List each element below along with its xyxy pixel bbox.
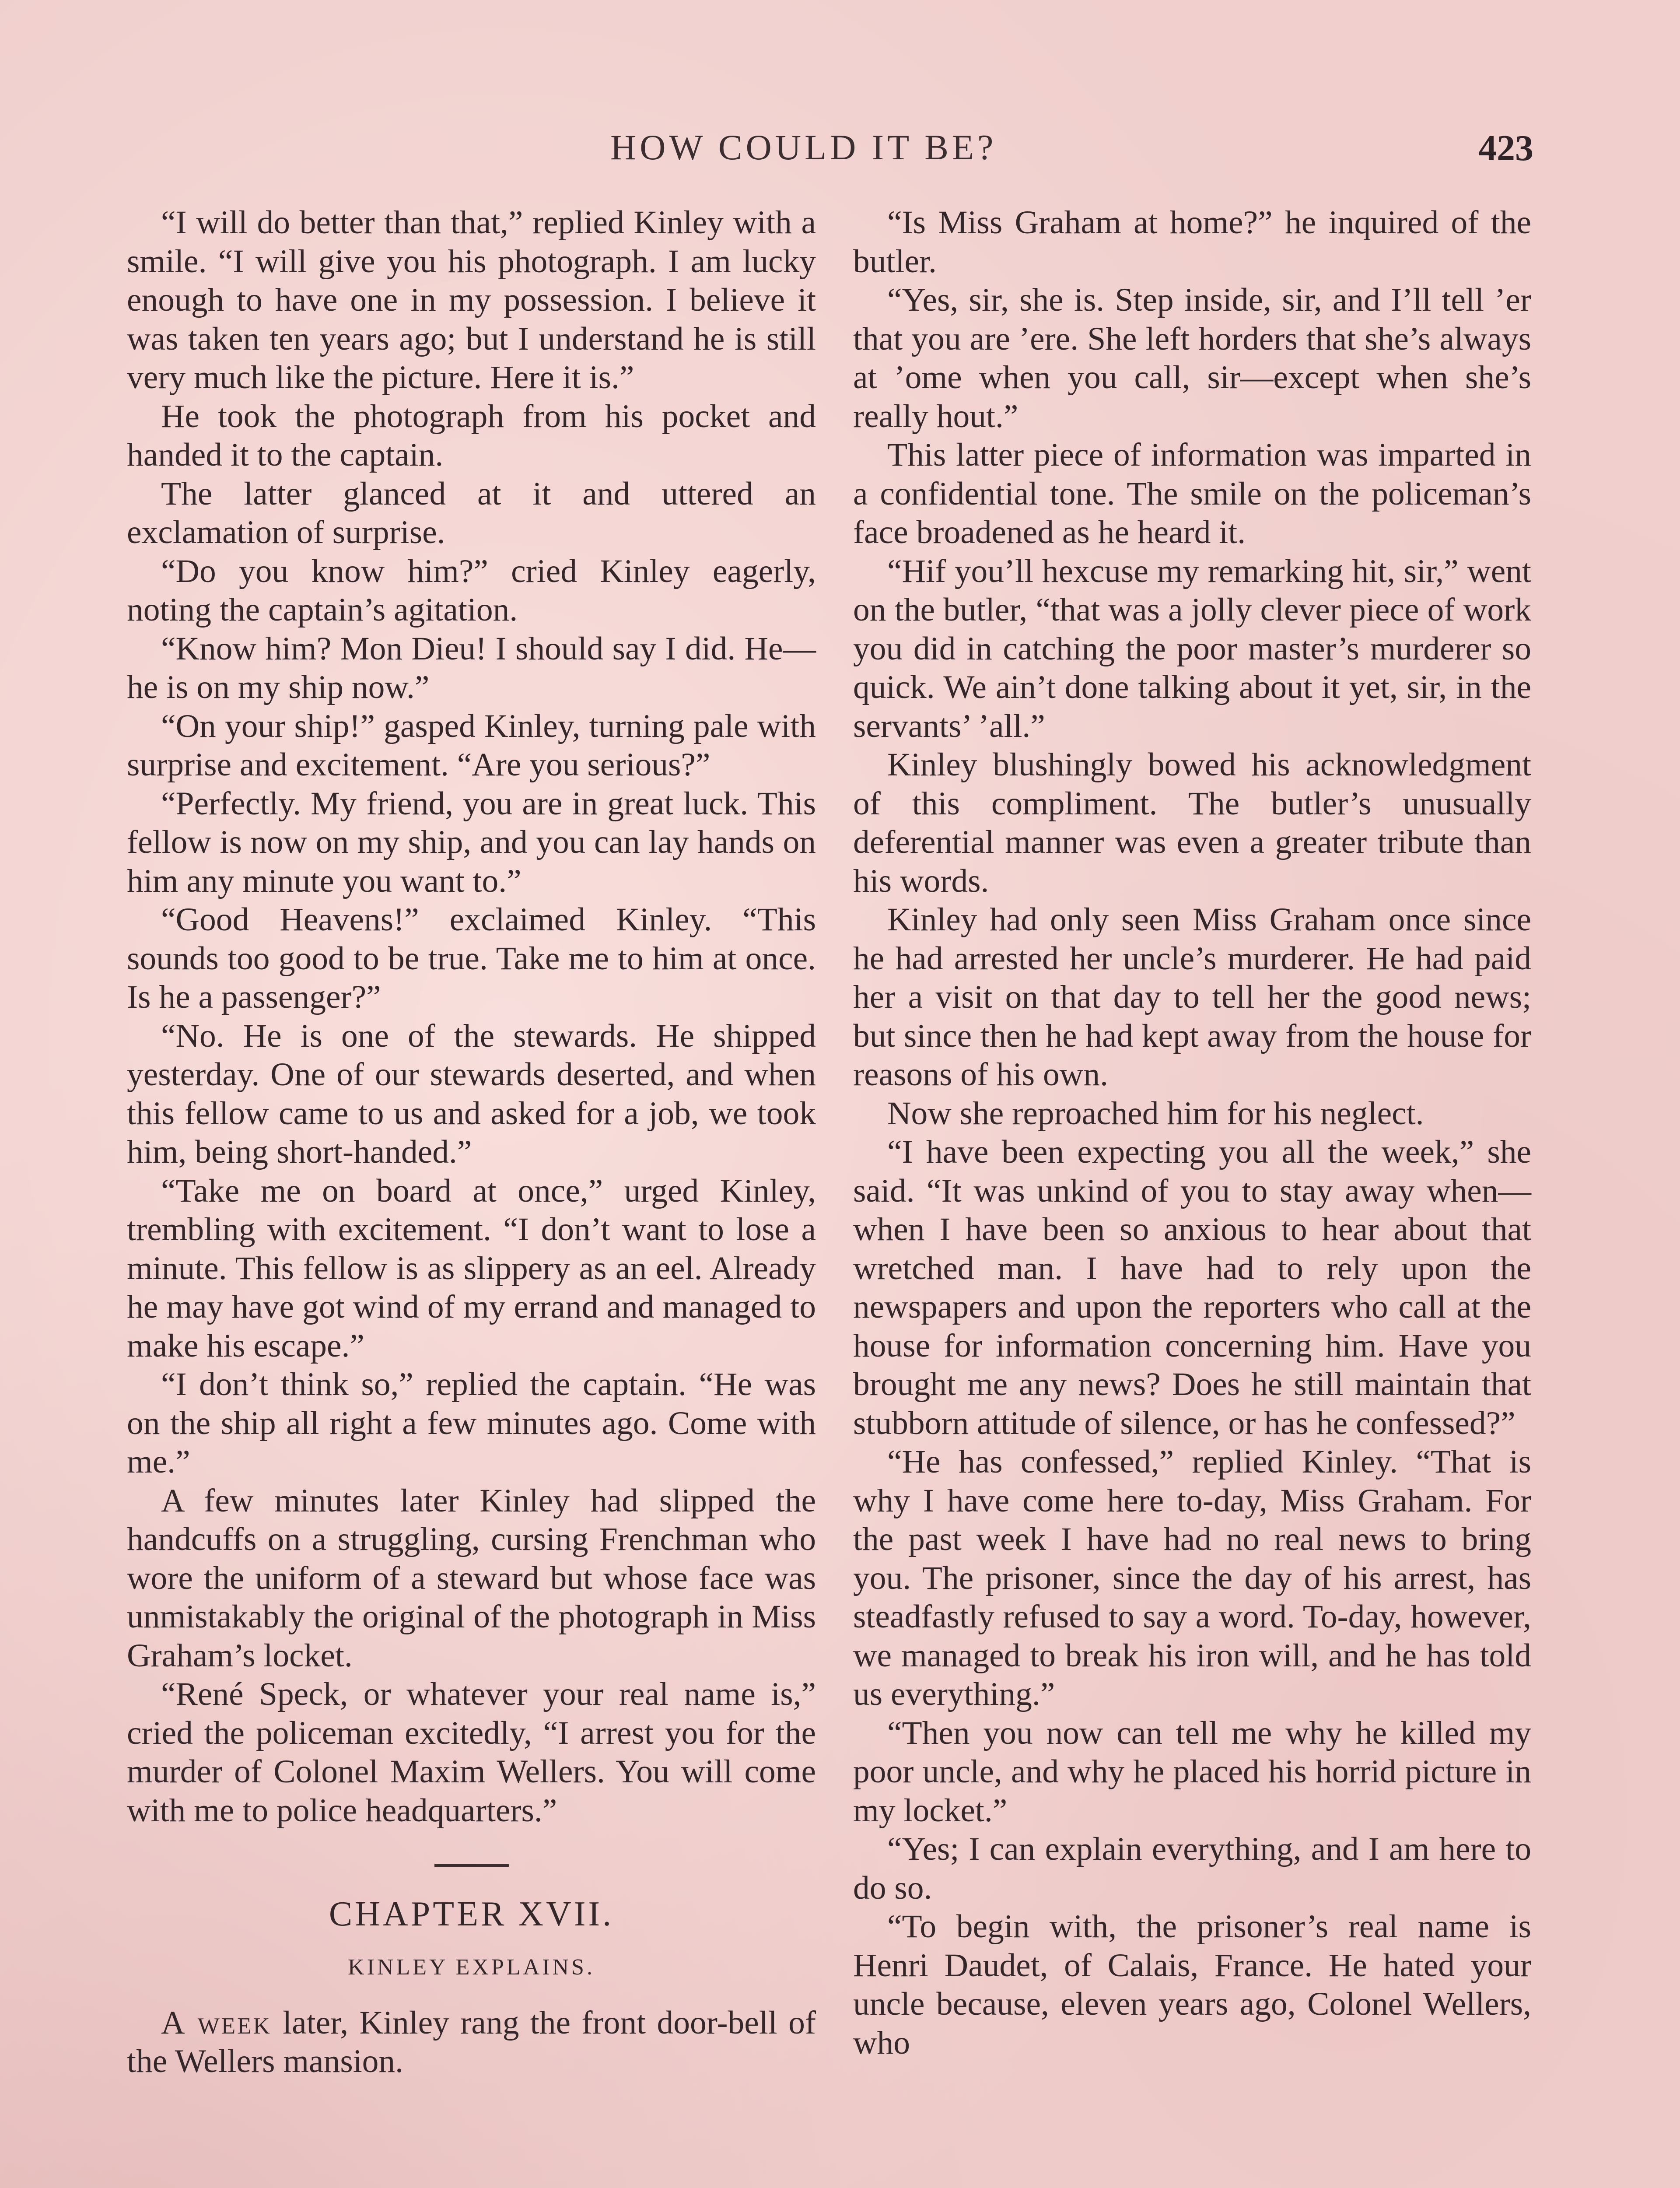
chapter-opening-paragraph <box>127 2004 816 2081</box>
paragraph: “I don’t think so,” replied the captain. “He was on the ship all right a few minutes ago. Come with me.” <box>127 1366 816 1480</box>
page-number: 423 <box>1478 128 1533 168</box>
paragraph: This latter piece of information was imparted in a confidential tone. The smile on the policeman’s face broadened as he heard it. <box>853 437 1531 551</box>
paragraph: “On your ship!” gasped Kinley, turning pale with surprise and excitement. “Are you serious?” <box>127 708 816 783</box>
paragraph: “I have been expecting you all the week,” she said. “It was unkind of you to stay away when—when I have been so anxious to hear about that wretched man. I have had to rely upon the newspapers and upon the reporters who call at the house for information concerning him. Have you brought me any news? Does he still maintain that stubborn attitude of silence, or has he confessed?” <box>853 1134 1531 1441</box>
paragraph: “René Speck, or whatever your real name is,” cried the policeman excitedly, “I arrest you for the murder of Colonel Maxim Wellers. You will come with me to police headquarters.” <box>127 1676 816 1829</box>
chapter-subtitle: KINLEY EXPLAINS. <box>348 1955 595 1980</box>
paragraph: “I will do better than that,” replied Kinley with a smile. “I will give you his photograph. I am lucky enough to have one in my possession. I believe it was taken ten years ago; but I understand he is still very much like the picture. Here it is.” <box>127 204 816 396</box>
paragraph: The latter glanced at it and uttered an exclamation of surprise. <box>127 475 816 551</box>
paragraph: “Hif you’ll hexcuse my remarking hit, sir,” went on the butler, “that was a jolly clever piece of work you did in catching the poor master’s murderer so quick. We ain’t done talking about it yet, sir, in the servants’ ’all.” <box>853 553 1531 744</box>
chapter-opening-smallcaps: A week <box>161 2004 272 2041</box>
paragraph: “Take me on board at once,” urged Kinley, trembling with excitement. “I don’t want to lose a minute. This fellow is as slippery as an eel. Already he may have got wind of my errand and managed to make his escape.” <box>127 1172 816 1364</box>
paragraph: A few minutes later Kinley had slipped the handcuffs on a struggling, cursing Frenchman who wore the uniform of a steward but whose face was unmistakably the original of the photograph in Miss Graham’s locket. <box>127 1482 816 1674</box>
running-title: HOW COULD IT BE? <box>610 127 997 167</box>
left-column <box>127 203 816 2081</box>
paragraph: “Yes; I can explain everything, and I am here to do so. <box>853 1831 1531 1906</box>
paragraph: “Know him? Mon Dieu! I should say I did. He—he is on my ship now.” <box>127 630 816 705</box>
paragraph: “To begin with, the prisoner’s real name is Henri Daudet, of Calais, France. He hated your uncle because, eleven years ago, Colonel Wellers, who <box>853 1908 1531 2061</box>
chapter-opening-text: later, Kinley rang the front door-bell of the Wellers mansion. <box>127 2004 816 2079</box>
paragraph: Kinley had only seen Miss Graham once since he had arrested her uncle’s murderer. He had paid her a visit on that day to tell her the good news; but since then he had kept away from the house for reasons of his own. <box>853 901 1531 1093</box>
paragraph: “Then you now can tell me why he killed my poor uncle, and why he placed his horrid picture in my locket.” <box>853 1715 1531 1829</box>
paragraph: “Is Miss Graham at home?” he inquired of the butler. <box>853 204 1531 280</box>
paragraph: “Yes, sir, she is. Step inside, sir, and I’ll tell ’er that you are ’ere. She left horders that she’s always at ’ome when you call, sir—except when she’s really hout.” <box>853 282 1531 435</box>
paragraph: He took the photograph from his pocket and handed it to the captain. <box>127 398 816 473</box>
paragraph: “No. He is one of the stewards. He shipped yesterday. One of our stewards deserted, and when this fellow came to us and asked for a job, we took him, being short-handed.” <box>127 1017 816 1170</box>
right-column <box>853 203 1531 2062</box>
paragraph: “Do you know him?” cried Kinley eagerly, noting the captain’s agitation. <box>127 553 816 628</box>
paragraph: Now she reproached him for his neglect. <box>887 1095 1424 1132</box>
paragraph: “Perfectly. My friend, you are in great luck. This fellow is now on my ship, and you can lay hands on him any minute you want to.” <box>127 785 816 899</box>
paragraph: “He has confessed,” replied Kinley. “That is why I have come here to-day, Miss Graham. For the past week I have had no real news to bring you. The prisoner, since the day of his arrest, has steadfastly refused to say a word. To-day, however, we managed to break his iron will, and he has told us everything.” <box>853 1444 1531 1712</box>
paragraph: Kinley blushingly bowed his acknowledgment of this compliment. The butler’s unusually deferential manner was even a greater tribute than his words. <box>853 747 1531 899</box>
chapter-title: CHAPTER XVII. <box>329 1895 614 1933</box>
section-divider <box>434 1864 509 1867</box>
paragraph: “Good Heavens!” exclaimed Kinley. “This sounds too good to be true. Take me to him at once. Is he a passenger?” <box>127 901 816 1015</box>
